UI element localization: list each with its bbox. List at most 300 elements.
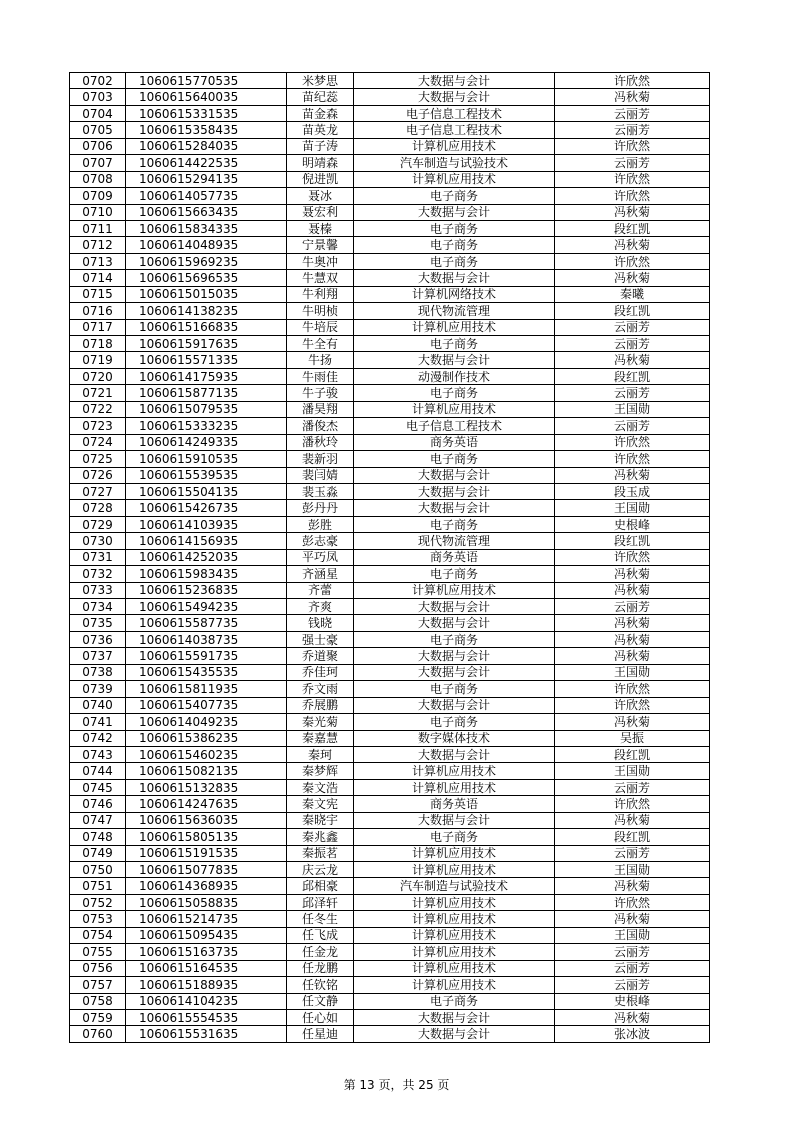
student-id-cell: 1060615636035 (126, 812, 287, 828)
teacher-cell: 冯秋菊 (555, 89, 710, 105)
teacher-cell: 许欣然 (555, 253, 710, 269)
teacher-cell: 冯秋菊 (555, 812, 710, 828)
table-row (70, 253, 710, 269)
teacher-cell: 史根峰 (555, 993, 710, 1009)
teacher-cell: 段红凯 (555, 533, 710, 549)
row-number-cell: 0738 (70, 664, 126, 680)
student-name-cell: 裴新羽 (287, 451, 354, 467)
row-number-cell: 0756 (70, 960, 126, 976)
major-cell: 大数据与会计 (354, 615, 555, 631)
table-row (70, 451, 710, 467)
row-number-cell: 0748 (70, 829, 126, 845)
row-number-cell: 0704 (70, 105, 126, 121)
teacher-cell: 冯秋菊 (555, 566, 710, 582)
major-cell: 计算机应用技术 (354, 319, 555, 335)
student-id-cell: 1060615663435 (126, 204, 287, 220)
row-number-cell: 0752 (70, 894, 126, 910)
major-cell: 电子商务 (354, 829, 555, 845)
major-cell: 大数据与会计 (354, 500, 555, 516)
major-cell: 现代物流管理 (354, 303, 555, 319)
student-name-cell: 牛雨佳 (287, 368, 354, 384)
table-row (70, 631, 710, 647)
teacher-cell: 段红凯 (555, 368, 710, 384)
row-number-cell: 0737 (70, 648, 126, 664)
row-number-cell: 0715 (70, 286, 126, 302)
teacher-cell: 冯秋菊 (555, 631, 710, 647)
student-id-cell: 1060615983435 (126, 566, 287, 582)
row-number-cell: 0735 (70, 615, 126, 631)
major-cell: 计算机应用技术 (354, 171, 555, 187)
student-id-cell: 1060615214735 (126, 911, 287, 927)
teacher-cell: 段红凯 (555, 303, 710, 319)
major-cell: 计算机应用技术 (354, 911, 555, 927)
student-name-cell: 乔道聚 (287, 648, 354, 664)
major-cell: 电子商务 (354, 681, 555, 697)
student-name-cell: 齐蕾 (287, 582, 354, 598)
student-id-cell: 1060615834335 (126, 220, 287, 236)
row-number-cell: 0708 (70, 171, 126, 187)
student-id-cell: 1060615770535 (126, 73, 287, 89)
student-id-cell: 1060615877135 (126, 385, 287, 401)
row-number-cell: 0722 (70, 401, 126, 417)
student-name-cell: 彭丹丹 (287, 500, 354, 516)
row-number-cell: 0733 (70, 582, 126, 598)
table-row (70, 977, 710, 993)
major-cell: 计算机应用技术 (354, 960, 555, 976)
major-cell: 大数据与会计 (354, 599, 555, 615)
teacher-cell: 云丽芳 (555, 385, 710, 401)
student-name-cell: 牛扬 (287, 352, 354, 368)
student-id-cell: 1060615640035 (126, 89, 287, 105)
student-name-cell: 乔佳珂 (287, 664, 354, 680)
row-number-cell: 0717 (70, 319, 126, 335)
teacher-cell: 云丽芳 (555, 779, 710, 795)
teacher-cell: 冯秋菊 (555, 911, 710, 927)
table-row (70, 648, 710, 664)
row-number-cell: 0736 (70, 631, 126, 647)
table-row (70, 237, 710, 253)
row-number-cell: 0745 (70, 779, 126, 795)
table-row (70, 944, 710, 960)
student-name-cell: 秦振茗 (287, 845, 354, 861)
major-cell: 商务英语 (354, 796, 555, 812)
student-id-cell: 1060614422535 (126, 155, 287, 171)
teacher-cell: 王国勋 (555, 401, 710, 417)
student-name-cell: 牛明桢 (287, 303, 354, 319)
student-id-cell: 1060615407735 (126, 697, 287, 713)
major-cell: 电子信息工程技术 (354, 418, 555, 434)
row-number-cell: 0747 (70, 812, 126, 828)
major-cell: 大数据与会计 (354, 73, 555, 89)
row-number-cell: 0716 (70, 303, 126, 319)
row-number-cell: 0720 (70, 368, 126, 384)
row-number-cell: 0710 (70, 204, 126, 220)
student-id-cell: 1060615494235 (126, 599, 287, 615)
student-id-cell: 1060614249335 (126, 434, 287, 450)
major-cell: 计算机应用技术 (354, 763, 555, 779)
roster-table (69, 72, 710, 1043)
table-row (70, 779, 710, 795)
major-cell: 大数据与会计 (354, 697, 555, 713)
table-row (70, 533, 710, 549)
table-row (70, 336, 710, 352)
major-cell: 商务英语 (354, 549, 555, 565)
table-row (70, 122, 710, 138)
teacher-cell: 云丽芳 (555, 977, 710, 993)
teacher-cell: 云丽芳 (555, 845, 710, 861)
row-number-cell: 0705 (70, 122, 126, 138)
student-id-cell: 1060615095435 (126, 927, 287, 943)
table-row (70, 730, 710, 746)
major-cell: 汽车制造与试验技术 (354, 155, 555, 171)
teacher-cell: 冯秋菊 (555, 352, 710, 368)
row-number-cell: 0750 (70, 862, 126, 878)
student-id-cell: 1060615426735 (126, 500, 287, 516)
table-row (70, 615, 710, 631)
teacher-cell: 许欣然 (555, 434, 710, 450)
teacher-cell: 许欣然 (555, 171, 710, 187)
student-id-cell: 1060615539535 (126, 467, 287, 483)
student-id-cell: 1060615191535 (126, 845, 287, 861)
student-name-cell: 任钦铭 (287, 977, 354, 993)
student-name-cell: 庆云龙 (287, 862, 354, 878)
table-row (70, 286, 710, 302)
table-row (70, 368, 710, 384)
student-name-cell: 乔展鹏 (287, 697, 354, 713)
major-cell: 计算机应用技术 (354, 944, 555, 960)
table-row (70, 714, 710, 730)
teacher-cell: 许欣然 (555, 549, 710, 565)
teacher-cell: 冯秋菊 (555, 648, 710, 664)
table-row (70, 829, 710, 845)
row-number-cell: 0730 (70, 533, 126, 549)
row-number-cell: 0718 (70, 336, 126, 352)
student-id-cell: 1060615015035 (126, 286, 287, 302)
student-id-cell: 1060615132835 (126, 779, 287, 795)
major-cell: 电子商务 (354, 188, 555, 204)
student-id-cell: 1060615969235 (126, 253, 287, 269)
student-id-cell: 1060615531635 (126, 1026, 287, 1042)
student-id-cell: 1060615587735 (126, 615, 287, 631)
row-number-cell: 0760 (70, 1026, 126, 1042)
table-row (70, 927, 710, 943)
teacher-cell: 吴振 (555, 730, 710, 746)
table-row (70, 878, 710, 894)
major-cell: 电子商务 (354, 516, 555, 532)
student-name-cell: 秦文浩 (287, 779, 354, 795)
major-cell: 大数据与会计 (354, 467, 555, 483)
major-cell: 电子商务 (354, 566, 555, 582)
table-row (70, 500, 710, 516)
teacher-cell: 云丽芳 (555, 960, 710, 976)
student-id-cell: 1060615294135 (126, 171, 287, 187)
teacher-cell: 段红凯 (555, 746, 710, 762)
major-cell: 电子商务 (354, 237, 555, 253)
student-id-cell: 1060614038735 (126, 631, 287, 647)
student-name-cell: 牛奥冲 (287, 253, 354, 269)
student-name-cell: 秦晓宇 (287, 812, 354, 828)
row-number-cell: 0721 (70, 385, 126, 401)
teacher-cell: 王国勋 (555, 664, 710, 680)
major-cell: 电子信息工程技术 (354, 105, 555, 121)
row-number-cell: 0729 (70, 516, 126, 532)
student-name-cell: 秦文宪 (287, 796, 354, 812)
row-number-cell: 0727 (70, 483, 126, 499)
major-cell: 大数据与会计 (354, 1026, 555, 1042)
major-cell: 计算机应用技术 (354, 977, 555, 993)
teacher-cell: 许欣然 (555, 451, 710, 467)
student-name-cell: 秦嘉慧 (287, 730, 354, 746)
teacher-cell: 云丽芳 (555, 418, 710, 434)
student-id-cell: 1060615460235 (126, 746, 287, 762)
student-id-cell: 1060615077835 (126, 862, 287, 878)
table-row (70, 993, 710, 1009)
major-cell: 电子信息工程技术 (354, 122, 555, 138)
student-id-cell: 1060615917635 (126, 336, 287, 352)
table-row (70, 862, 710, 878)
table-row (70, 483, 710, 499)
student-id-cell: 1060615435535 (126, 664, 287, 680)
row-number-cell: 0744 (70, 763, 126, 779)
student-name-cell: 任星迪 (287, 1026, 354, 1042)
teacher-cell: 冯秋菊 (555, 615, 710, 631)
table-row (70, 467, 710, 483)
teacher-cell: 冯秋菊 (555, 714, 710, 730)
table-row (70, 204, 710, 220)
major-cell: 大数据与会计 (354, 664, 555, 680)
student-name-cell: 任金龙 (287, 944, 354, 960)
teacher-cell: 王国勋 (555, 862, 710, 878)
student-name-cell: 齐涵星 (287, 566, 354, 582)
row-number-cell: 0707 (70, 155, 126, 171)
table-row (70, 89, 710, 105)
teacher-cell: 段玉成 (555, 483, 710, 499)
table-row (70, 105, 710, 121)
student-name-cell: 倪进凯 (287, 171, 354, 187)
student-name-cell: 牛培辰 (287, 319, 354, 335)
table-row (70, 681, 710, 697)
row-number-cell: 0739 (70, 681, 126, 697)
major-cell: 电子商务 (354, 253, 555, 269)
student-name-cell: 平巧凤 (287, 549, 354, 565)
student-name-cell: 任飞成 (287, 927, 354, 943)
row-number-cell: 0734 (70, 599, 126, 615)
major-cell: 计算机应用技术 (354, 138, 555, 154)
student-name-cell: 裴闫婧 (287, 467, 354, 483)
teacher-cell: 许欣然 (555, 681, 710, 697)
major-cell: 计算机应用技术 (354, 894, 555, 910)
student-name-cell: 苗纪蕊 (287, 89, 354, 105)
student-id-cell: 1060614252035 (126, 549, 287, 565)
student-name-cell: 牛利翔 (287, 286, 354, 302)
row-number-cell: 0755 (70, 944, 126, 960)
table-row (70, 549, 710, 565)
major-cell: 商务英语 (354, 434, 555, 450)
student-name-cell: 秦光菊 (287, 714, 354, 730)
teacher-cell: 云丽芳 (555, 319, 710, 335)
student-id-cell: 1060615805135 (126, 829, 287, 845)
major-cell: 电子商务 (354, 385, 555, 401)
student-id-cell: 1060614104235 (126, 993, 287, 1009)
major-cell: 大数据与会计 (354, 89, 555, 105)
student-id-cell: 1060615082135 (126, 763, 287, 779)
student-id-cell: 1060614247635 (126, 796, 287, 812)
table-row (70, 434, 710, 450)
student-id-cell: 1060614138235 (126, 303, 287, 319)
row-number-cell: 0749 (70, 845, 126, 861)
teacher-cell: 云丽芳 (555, 155, 710, 171)
row-number-cell: 0740 (70, 697, 126, 713)
student-id-cell: 1060615331535 (126, 105, 287, 121)
major-cell: 计算机应用技术 (354, 582, 555, 598)
row-number-cell: 0726 (70, 467, 126, 483)
student-id-cell: 1060615236835 (126, 582, 287, 598)
table-row (70, 664, 710, 680)
major-cell: 大数据与会计 (354, 1009, 555, 1025)
table-row (70, 220, 710, 236)
teacher-cell: 云丽芳 (555, 599, 710, 615)
student-name-cell: 裴玉淼 (287, 483, 354, 499)
student-name-cell: 苗英龙 (287, 122, 354, 138)
table-row (70, 73, 710, 89)
teacher-cell: 许欣然 (555, 138, 710, 154)
student-id-cell: 1060615058835 (126, 894, 287, 910)
student-id-cell: 1060615386235 (126, 730, 287, 746)
student-name-cell: 聂冰 (287, 188, 354, 204)
row-number-cell: 0723 (70, 418, 126, 434)
table-row (70, 566, 710, 582)
student-name-cell: 邱泽轩 (287, 894, 354, 910)
table-row (70, 1009, 710, 1025)
teacher-cell: 云丽芳 (555, 944, 710, 960)
major-cell: 大数据与会计 (354, 352, 555, 368)
student-name-cell: 钱晓 (287, 615, 354, 631)
student-name-cell: 牛子骏 (287, 385, 354, 401)
student-name-cell: 强士豪 (287, 631, 354, 647)
major-cell: 计算机应用技术 (354, 927, 555, 943)
row-number-cell: 0711 (70, 220, 126, 236)
major-cell: 大数据与会计 (354, 204, 555, 220)
student-id-cell: 1060615188935 (126, 977, 287, 993)
table-row (70, 763, 710, 779)
teacher-cell: 冯秋菊 (555, 878, 710, 894)
teacher-cell: 冯秋菊 (555, 204, 710, 220)
table-row (70, 155, 710, 171)
major-cell: 大数据与会计 (354, 648, 555, 664)
table-row (70, 385, 710, 401)
major-cell: 数字媒体技术 (354, 730, 555, 746)
row-number-cell: 0702 (70, 73, 126, 89)
student-name-cell: 苗子涛 (287, 138, 354, 154)
row-number-cell: 0709 (70, 188, 126, 204)
student-name-cell: 秦梦辉 (287, 763, 354, 779)
table-row (70, 418, 710, 434)
student-name-cell: 聂榛 (287, 220, 354, 236)
student-name-cell: 任龙鹏 (287, 960, 354, 976)
student-name-cell: 牛慧双 (287, 270, 354, 286)
student-name-cell: 彭胜 (287, 516, 354, 532)
table-row (70, 582, 710, 598)
table-row (70, 319, 710, 335)
student-name-cell: 潘昊翔 (287, 401, 354, 417)
table-row (70, 812, 710, 828)
table-row (70, 894, 710, 910)
table-row (70, 171, 710, 187)
student-name-cell: 任心如 (287, 1009, 354, 1025)
student-name-cell: 乔文雨 (287, 681, 354, 697)
teacher-cell: 云丽芳 (555, 105, 710, 121)
student-id-cell: 1060614175935 (126, 368, 287, 384)
student-name-cell: 秦珂 (287, 746, 354, 762)
row-number-cell: 0743 (70, 746, 126, 762)
student-name-cell: 聂宏利 (287, 204, 354, 220)
teacher-cell: 张冰波 (555, 1026, 710, 1042)
teacher-cell: 许欣然 (555, 697, 710, 713)
row-number-cell: 0712 (70, 237, 126, 253)
teacher-cell: 冯秋菊 (555, 467, 710, 483)
row-number-cell: 0757 (70, 977, 126, 993)
major-cell: 大数据与会计 (354, 270, 555, 286)
teacher-cell: 段红凯 (555, 220, 710, 236)
table-row (70, 516, 710, 532)
student-id-cell: 1060615696535 (126, 270, 287, 286)
row-number-cell: 0758 (70, 993, 126, 1009)
table-row (70, 796, 710, 812)
row-number-cell: 0731 (70, 549, 126, 565)
teacher-cell: 云丽芳 (555, 336, 710, 352)
student-id-cell: 1060615910535 (126, 451, 287, 467)
student-name-cell: 齐爽 (287, 599, 354, 615)
table-row (70, 188, 710, 204)
student-name-cell: 秦兆鑫 (287, 829, 354, 845)
page-footer: 第 13 页，共 25 页 (343, 1078, 450, 1092)
student-name-cell: 牛全有 (287, 336, 354, 352)
student-name-cell: 潘秋玲 (287, 434, 354, 450)
student-id-cell: 1060614368935 (126, 878, 287, 894)
student-name-cell: 米梦思 (287, 73, 354, 89)
teacher-cell: 许欣然 (555, 796, 710, 812)
student-name-cell: 任冬生 (287, 911, 354, 927)
teacher-cell: 云丽芳 (555, 122, 710, 138)
student-id-cell: 1060615164535 (126, 960, 287, 976)
major-cell: 电子商务 (354, 631, 555, 647)
table-row (70, 270, 710, 286)
teacher-cell: 冯秋菊 (555, 237, 710, 253)
row-number-cell: 0742 (70, 730, 126, 746)
major-cell: 汽车制造与试验技术 (354, 878, 555, 894)
row-number-cell: 0728 (70, 500, 126, 516)
student-id-cell: 1060615571335 (126, 352, 287, 368)
student-name-cell: 宁景馨 (287, 237, 354, 253)
teacher-cell: 秦曦 (555, 286, 710, 302)
teacher-cell: 史根峰 (555, 516, 710, 532)
table-row (70, 697, 710, 713)
table-row (70, 746, 710, 762)
student-id-cell: 1060615811935 (126, 681, 287, 697)
row-number-cell: 0759 (70, 1009, 126, 1025)
teacher-cell: 许欣然 (555, 73, 710, 89)
student-id-cell: 1060614048935 (126, 237, 287, 253)
major-cell: 计算机应用技术 (354, 779, 555, 795)
teacher-cell: 王国勋 (555, 927, 710, 943)
major-cell: 电子商务 (354, 451, 555, 467)
table-row (70, 911, 710, 927)
row-number-cell: 0703 (70, 89, 126, 105)
teacher-cell: 冯秋菊 (555, 270, 710, 286)
student-name-cell: 潘俊杰 (287, 418, 354, 434)
student-id-cell: 1060615163735 (126, 944, 287, 960)
table-row (70, 401, 710, 417)
